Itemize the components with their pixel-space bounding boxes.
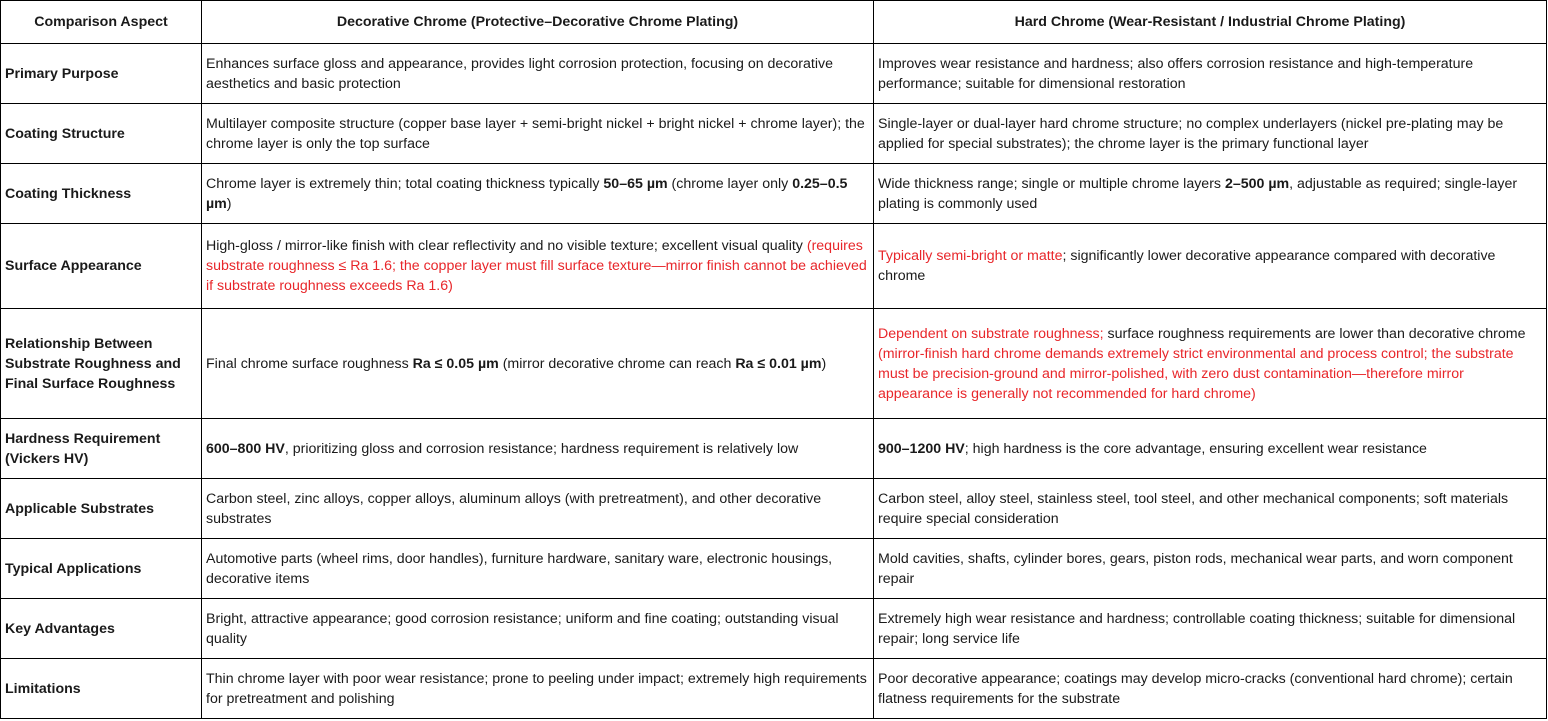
highlighted-note: Typically semi-bright or matte (878, 248, 1063, 264)
decorative-chrome-cell (202, 44, 874, 104)
cell-text: (mirror decorative chrome can reach (498, 355, 736, 372)
aspect-cell: Limitations (1, 659, 202, 719)
cell-text: ) (821, 355, 827, 372)
cell-text: Chrome layer is extremely thin; total coating thickness typically (206, 175, 604, 192)
table-row (1, 104, 1547, 164)
cell-text: Automotive parts (wheel rims, door handles), furniture hardware, sanitary ware, electronic housings, decorative items (206, 550, 833, 587)
hard-chrome-cell (874, 44, 1547, 104)
cell-text: High-gloss / mirror-like finish with clear reflectivity and no visible texture; excellent visual quality (206, 238, 807, 254)
table-row (1, 599, 1547, 659)
bold-value: 900–1200 HV (878, 440, 965, 457)
bold-value: Ra ≤ 0.05 µm (412, 355, 499, 372)
bold-value: 600–800 HV (206, 440, 285, 457)
cell-text: Improves wear resistance and hardness; also offers corrosion resistance and high-temperature performance; suitable for dimensional restoration (878, 55, 1474, 92)
decorative-chrome-cell (202, 539, 874, 599)
table-row (1, 224, 1547, 309)
hard-chrome-cell (874, 599, 1547, 659)
decorative-chrome-cell (202, 224, 874, 309)
cell-text: Poor decorative appearance; coatings may develop micro-cracks (conventional hard chrome); certain flatness requirements for the substrate (878, 670, 1513, 707)
hard-chrome-cell (874, 659, 1547, 719)
cell-text: Final chrome surface roughness (206, 355, 413, 372)
cell-text: Single-layer or dual-layer hard chrome structure; no complex underlayers (nickel pre-plating may be applied for special substrates); the chrome layer is the primary functional layer (878, 115, 1504, 152)
decorative-chrome-cell (202, 104, 874, 164)
table-row (1, 44, 1547, 104)
cell-text: Carbon steel, alloy steel, stainless steel, tool steel, and other mechanical components; soft materials require special consideration (878, 490, 1509, 527)
cell-text: ) (226, 195, 232, 212)
decorative-chrome-cell (202, 164, 874, 224)
hard-chrome-cell (874, 224, 1547, 309)
table-row (1, 309, 1547, 419)
hard-chrome-cell (874, 309, 1547, 419)
cell-text: ; significantly lower decorative appearance compared with decorative chrome (878, 248, 1496, 284)
decorative-chrome-cell (202, 419, 874, 479)
cell-text: Bright, attractive appearance; good corrosion resistance; uniform and fine coating; outstanding visual quality (206, 610, 839, 647)
decorative-chrome-cell (202, 659, 874, 719)
decorative-chrome-cell (202, 309, 874, 419)
highlighted-note: (requires substrate roughness ≤ Ra 1.6; the copper layer must fill surface texture—mirror finish cannot be achieved if substrate roughness exceeds Ra 1.6) (206, 238, 867, 294)
table-row (1, 479, 1547, 539)
aspect-cell: Applicable Substrates (1, 479, 202, 539)
aspect-cell: Surface Appearance (1, 224, 202, 309)
cell-text: Mold cavities, shafts, cylinder bores, gears, piston rods, mechanical wear parts, and worn component repair (878, 550, 1513, 587)
header-aspect: Comparison Aspect (1, 1, 202, 44)
aspect-cell: Coating Thickness (1, 164, 202, 224)
table-row (1, 659, 1547, 719)
hard-chrome-cell (874, 104, 1547, 164)
header-row (1, 1, 1547, 44)
cell-text: (chrome layer only (667, 175, 793, 192)
bold-value: 0.25–0.5 µm (206, 175, 848, 212)
hard-chrome-cell (874, 479, 1547, 539)
bold-value: 50–65 µm (603, 175, 668, 192)
cell-text: Wide thickness range; single or multiple chrome layers (878, 175, 1225, 192)
cell-text: Enhances surface gloss and appearance, provides light corrosion protection, focusing on decorative aesthetics and basic protection (206, 55, 833, 92)
table-row (1, 539, 1547, 599)
decorative-chrome-cell (202, 599, 874, 659)
cell-text: Carbon steel, zinc alloys, copper alloys, aluminum alloys (with pretreatment), and other decorative substrates (206, 490, 822, 527)
cell-text: , prioritizing gloss and corrosion resistance; hardness requirement is relatively low (284, 440, 799, 457)
aspect-cell: Primary Purpose (1, 44, 202, 104)
decorative-chrome-cell (202, 479, 874, 539)
cell-text: ; high hardness is the core advantage, ensuring excellent wear resistance (964, 440, 1427, 457)
table-row (1, 164, 1547, 224)
bold-value: Ra ≤ 0.01 µm (735, 355, 822, 372)
header-decorative-chrome: Decorative Chrome (Protective–Decorative Chrome Plating) (202, 1, 874, 44)
aspect-cell: Typical Applications (1, 539, 202, 599)
aspect-cell: Hardness Requirement (Vickers HV) (1, 419, 202, 479)
cell-text: , adjustable as required; single-layer plating is commonly used (878, 175, 1518, 212)
hard-chrome-cell (874, 419, 1547, 479)
cell-text: Extremely high wear resistance and hardness; controllable coating thickness; suitable for dimensional repair; long service life (878, 610, 1516, 647)
hard-chrome-cell (874, 539, 1547, 599)
highlighted-note: Dependent on substrate roughness; (878, 325, 1104, 342)
highlighted-note: (mirror-finish hard chrome demands extremely strict environmental and process control; the substrate must be precision-ground and mirror-polished, with zero dust contamination—therefore mirror appearance is generally not recommended for hard chrome) (878, 345, 1514, 402)
cell-text: surface roughness requirements are lower than decorative chrome (1103, 325, 1526, 342)
header-hard-chrome: Hard Chrome (Wear-Resistant / Industrial Chrome Plating) (874, 1, 1547, 44)
hard-chrome-cell (874, 164, 1547, 224)
table-row (1, 419, 1547, 479)
bold-value: 2–500 µm (1224, 175, 1290, 192)
aspect-cell: Coating Structure (1, 104, 202, 164)
cell-text: Thin chrome layer with poor wear resistance; prone to peeling under impact; extremely high requirements for pretreatment and polishing (206, 670, 867, 707)
aspect-cell: Relationship Between Substrate Roughness and Final Surface Roughness (1, 309, 202, 419)
aspect-cell: Key Advantages (1, 599, 202, 659)
cell-text: Multilayer composite structure (copper base layer + semi-bright nickel + bright nickel + chrome layer); the chrome layer is only the top surface (206, 115, 865, 152)
